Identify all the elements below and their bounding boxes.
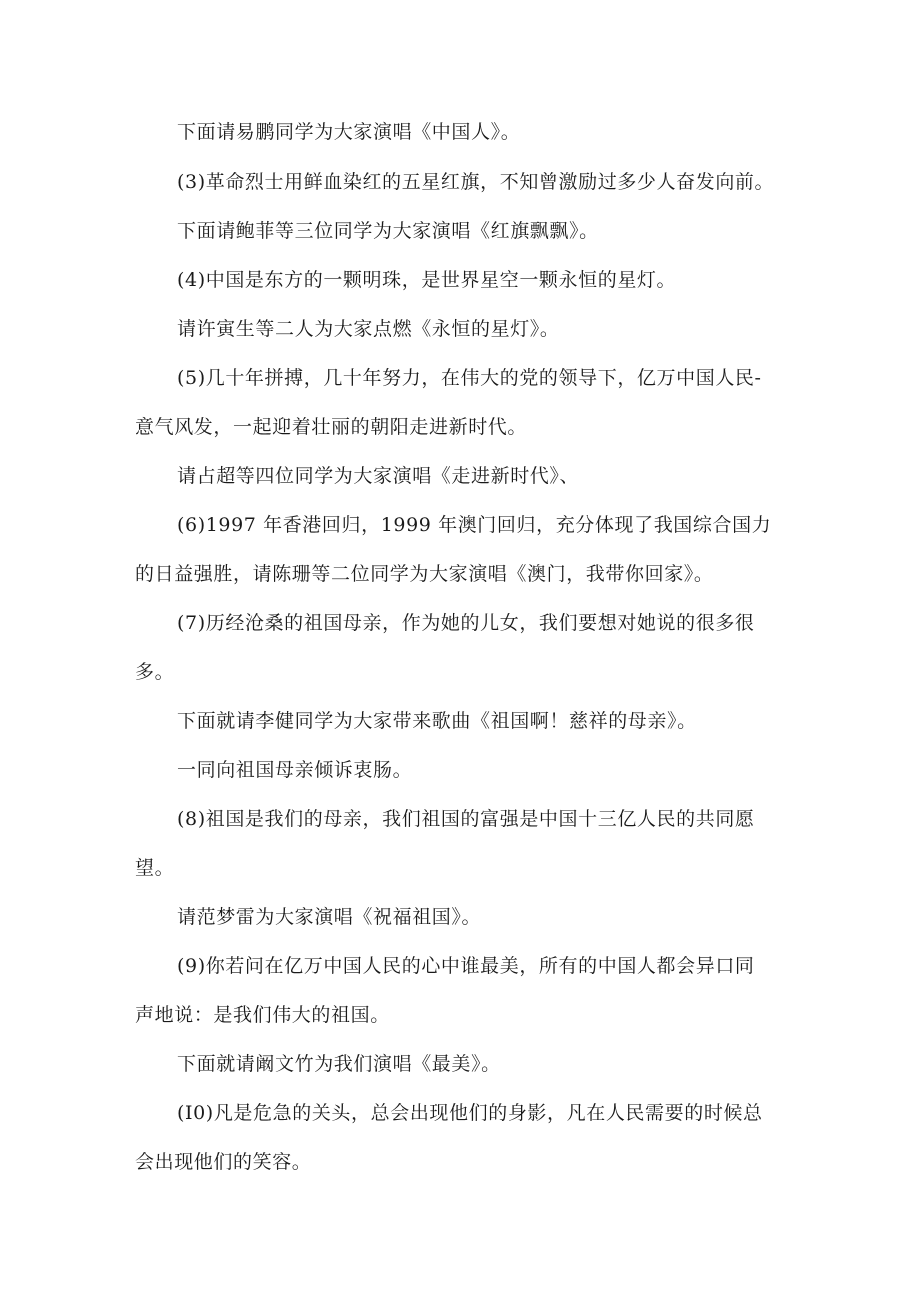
- paragraph-line: 意气风发，一起迎着壮丽的朝阳走进新时代。: [135, 416, 528, 438]
- paragraph-line: 望。: [135, 857, 175, 879]
- paragraph-line: (3)革命烈士用鲜血染红的五星红旗，不知曾激励过多少人奋发向前。: [177, 171, 775, 193]
- paragraph-line: 请占超等四位同学为大家演唱《走进新时代》、: [177, 465, 580, 487]
- paragraph-line: 的日益强胜，请陈珊等二位同学为大家演唱《澳门，我带你回家》。: [135, 563, 714, 585]
- paragraph-line: (I0)凡是危急的关头，总会出现他们的身影，凡在人民需要的时候总: [177, 1102, 763, 1124]
- paragraph-line: (7)历经沧桑的祖国母亲，作为她的儿女，我们要想对她说的很多很: [177, 612, 755, 634]
- paragraph-line: 下面就请阚文竹为我们演唱《最美》。: [177, 1053, 501, 1075]
- paragraph-line: (6)1997 年香港回归，1999 年澳门回归，充分体现了我国综合国力: [177, 514, 772, 536]
- paragraph-line: (8)祖国是我们的母亲，我们祖国的富强是中国十三亿人民的共同愿: [177, 808, 755, 830]
- paragraph-line: 多。: [135, 661, 175, 683]
- paragraph-line: 请许寅生等二人为大家点燃《永恒的星灯》。: [177, 318, 560, 340]
- paragraph-line: 下面请鲍菲等三位同学为大家演唱《红旗飘飘》。: [177, 220, 599, 242]
- paragraph-line: (5)几十年拼搏，几十年努力，在伟大的党的领导下，亿万中国人民-: [177, 367, 762, 389]
- paragraph-line: 下面请易鹏同学为大家演唱《中国人》。: [177, 121, 521, 143]
- paragraph-line: 会出现他们的笑容。: [135, 1151, 312, 1173]
- paragraph-line: 请范梦雷为大家演唱《祝福祖国》。: [177, 906, 482, 928]
- paragraph-line: 声地说：是我们伟大的祖国。: [135, 1004, 390, 1026]
- paragraph-line: (9)你若问在亿万中国人民的心中谁最美，所有的中国人都会异口同: [177, 955, 755, 977]
- paragraph-line: (4)中国是东方的一颗明珠，是世界星空一颗永恒的星灯。: [177, 269, 677, 291]
- paragraph-line: 一同向祖国母亲倾诉衷肠。: [177, 759, 413, 781]
- paragraph-line: 下面就请李健同学为大家带来歌曲《祖国啊！慈祥的母亲》。: [177, 710, 697, 732]
